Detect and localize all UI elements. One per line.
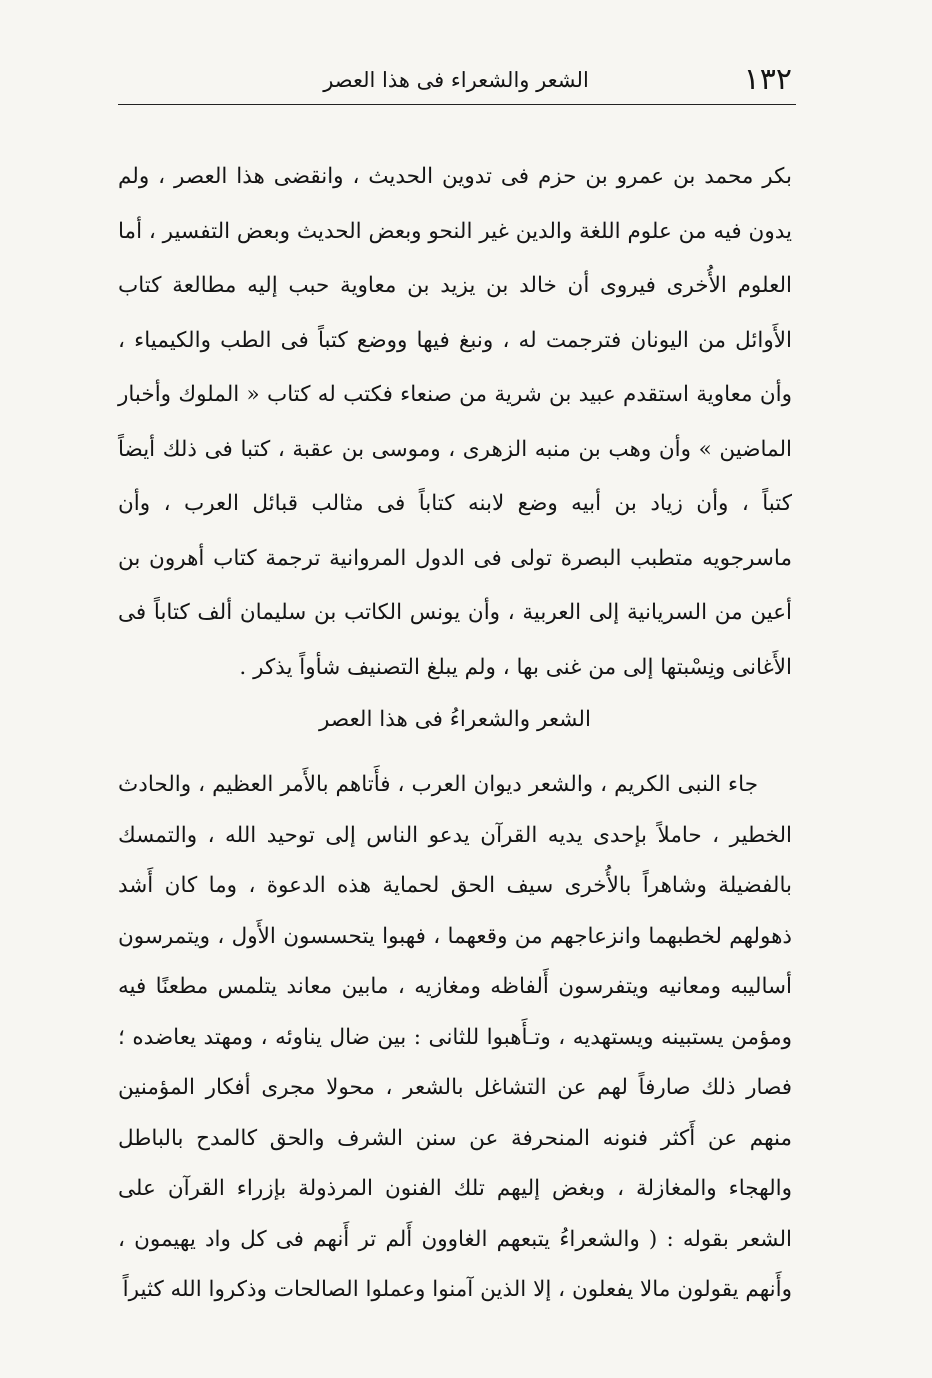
text-block-intro <box>118 150 792 695</box>
header-rule <box>118 104 796 105</box>
section-heading: الشعر والشعراءُ فى هذا العصر <box>319 707 591 732</box>
paragraph-1: بكر محمد بن عمرو بن حزم فى تدوين الحديث ، وانقضى هذا العصر ، ولم يدون فيه من علوم اللغة والدين غير النحو وبعض الحديث وبعض التفسير ، أما العلوم الأُخرى فيروى أن خالد بن يزيد بن معاوية حبب إليه مطالعة كتاب الأَوائل من اليونان فترجمت له ، ونبغ فيها ووضع كتباً فى الطب والكيمياء ، وأن معاوية استقدم عبيد بن شرية من صنعاء فكتب له كتاب « الملوك وأخبار الماضين » وأن وهب بن منبه الزهرى ، وموسى بن عقبة ، كتبا فى ذلك أيضاً كتباً ، وأن زياد بن أبيه وضع لابنه كتاباً فى مثالب قبائل العرب ، وأن ماسرجويه متطبب البصرة تولى فى الدول المروانية ترجمة كتاب أهرون بن أعين من السريانية إلى العربية ، وأن يونس الكاتب بن سليمان ألف كتاباً فى الأَغانى ونِسْبتها إلى من غنى بها ، ولم يبلغ التصنيف شأواً يذكر . <box>118 164 792 680</box>
text-block-section <box>118 760 792 1316</box>
running-title: الشعر والشعراء فى هذا العصر <box>323 68 589 92</box>
paragraph-2: جاء النبى الكريم ، والشعر ديوان العرب ، فأَتاهم بالأَمر العظيم ، والحادث الخطير ، حاملاً بإحدى يديه القرآن يدعو الناس إلى توحيد الله ، والتمسك بالفضيلة وشاهراً بالأُخرى سيف الحق لحماية هذه الدعوة ، وما كان أَشد ذهولهم لخطبهما وانزعاجهم من وقعهما ، فهبوا يتحسسون الأَول ، ويتمرسون أساليبه ومعانيه ويتفرسون أَلفاظه ومغازيه ، مابين معاند يتلمس مطعنًا فيه ومؤمن يستبينه ويستهديه ، وتـأَهبوا للثانى : بين ضال يناوئه ، ومهتد يعاضده ؛ فصار ذلك صارفاً لهم عن التشاغل بالشعر ، محولا مجرى أفكار المؤمنين منهم عن أَكثر فنونه المنحرفة عن سنن الشرف والحق كالمدح بالباطل والهجاء والمغازلة ، وبغض إليهم تلك الفنون المرذولة بإزراء القرآن على الشعر بقوله : ( والشعراءُ يتبعهم الغاوون أَلم تر أَنهم فى كل واد يهيمون ، وأَنهم يقولون مالا يفعلون ، إلا الذين آمنوا وعملوا الصالحات وذكروا الله كثيراً <box>118 772 792 1302</box>
page-number: ١٣٢ <box>743 62 792 97</box>
running-header <box>120 60 792 100</box>
